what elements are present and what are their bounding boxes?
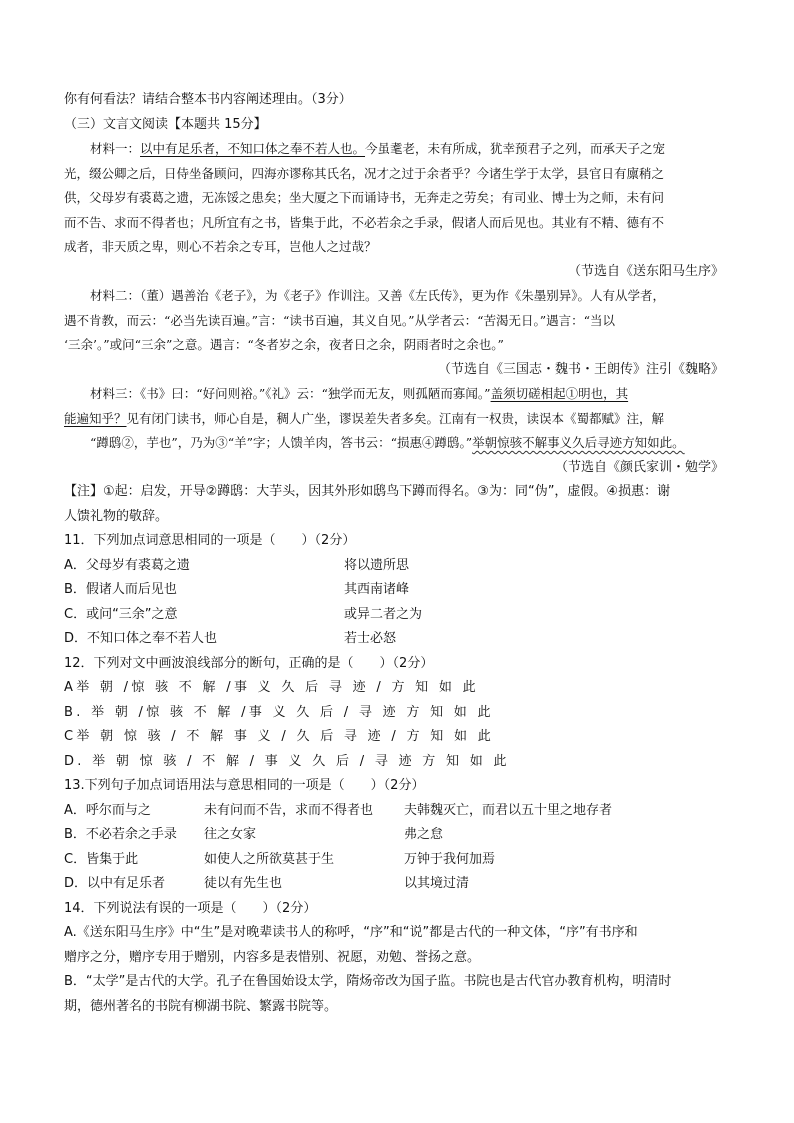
- material-one-line-2: 光，缀公卿之后，日侍坐备顾问，四海亦谬称其氏名，况才之过于余者乎？今诸生学于太学，县官日有廪稍之: [64, 165, 665, 181]
- material-two-line-1: 材料二：（董）遇善治《老子》，为《老子》作训注。又善《左氏传》，更为作《朱墨别异》。人有从学者，: [90, 288, 666, 303]
- section-heading: （三）文言文阅读【本题共 15分】: [64, 116, 267, 132]
- wavy-underlined-sentence: 举朝惊骇不解事义久后寻迹方知如此。: [472, 435, 685, 450]
- question-12-option-b[interactable]: B. 举 朝 /惊 骇 不 解 /事 义 久 后 / 寻 迹 方 知 如 此: [64, 704, 494, 720]
- prev-question-tail: 你有何看法？请结合整本书内容阐述理由。（3分）: [64, 92, 352, 107]
- underlined-passage-start: 盖须切磋相起①明也，其: [490, 386, 629, 401]
- question-14-option-b-line-1[interactable]: B．“太学”是古代的大学。孔子在鲁国始设太学，隋炀帝改为国子监。书院也是古代官办教育机构，明清时: [64, 974, 672, 989]
- material-two-line-3: ‘三余’。”或问“三余”之意。遇言：“冬者岁之余，夜者日之余，阴雨者时之余也。”: [64, 337, 504, 352]
- question-11-option-c[interactable]: C．或问“三余”之意 或异二者之为: [64, 606, 423, 622]
- question-14-option-a-line-1[interactable]: A.《送东阳马生序》中“生”是对晚辈读书人的称呼，“序”和“说”都是古代的一种文体，“序”有书序和: [64, 925, 638, 940]
- question-11-option-b[interactable]: B．假诸人而后见也 其西南诸峰: [64, 582, 410, 597]
- underlined-sentence: 以中有足乐者，不知口体之奉不若人也。: [140, 141, 366, 156]
- material-three-line-3: “蹲鸱②，芋也”，乃为③“羊”字；人馈羊肉，答书云：“损惠④蹲鸱。”举朝惊骇不解事义久后寻迹方知如此。: [90, 435, 685, 450]
- question-14-option-a-line-2: 赠序之分，赠序专用于赠别，内容多是表惜别、祝愿，劝勉、誉扬之意。: [64, 949, 481, 965]
- question-13-option-b[interactable]: B．不必若余之手录 往之女家 弗之怠: [64, 827, 444, 842]
- question-13-option-a[interactable]: A．呼尔而与之 未有问而不告，求而不得者也 夫韩魏灭亡，而君以五十里之地存者: [64, 802, 613, 818]
- question-13-stem: 13.下列句子加点词语用法与意思相同的一项是（ ）（2分）: [64, 778, 425, 793]
- question-12-stem: 12．下列对文中画波浪线部分的断句，正确的是（ ）（2分）: [64, 655, 434, 671]
- material-one-line-1: 材料一：以中有足乐者，不知口体之奉不若人也。今虽耄老，未有所成，犹幸预君子之列，而承天子之宠: [90, 141, 666, 156]
- question-14-stem: 14．下列说法有误的一项是（ ）（2分）: [64, 900, 317, 916]
- notes-line-1: 【注】①起：启发，开导②蹲鸱：大芋头，因其外形如鸱鸟下蹲而得名。③为：同“伪”，虚假。④损惠：谢: [64, 484, 671, 499]
- question-12-option-d[interactable]: D. 举 朝 惊 骇 / 不 解 / 事 义 久 后 / 寻 迹 方 知 如 此: [64, 753, 510, 769]
- question-11-option-d[interactable]: D．不知口体之奉不若人也 若士必怒: [64, 631, 397, 646]
- material-one-label: 材料一：: [90, 141, 141, 156]
- question-11-option-a[interactable]: A．父母岁有裘葛之遗 将以遗所思: [64, 557, 410, 573]
- material-one-line-4: 而不告、求而不得者也；凡所宜有之书，皆集于此，不必若余之手录，假诸人而后见也。其业有不精、德有不: [64, 214, 665, 230]
- material-one-source: （节选自《送东阳马生序》: [567, 263, 724, 279]
- material-one-line-5: 成者，非天质之卑，则心不若余之专耳，岂他人之过哉？: [64, 239, 377, 254]
- material-three-line-1: 材料三：《书》曰：“好问则裕。”《礼》云：“独学而无友，则孤陋而寡闻。”盖须切磋相起①明也，其: [90, 386, 629, 401]
- question-12-option-a[interactable]: A举 朝 /惊 骇 不 解 /事 义 久 后 寻 迹 / 方 知 如 此: [64, 680, 479, 695]
- underlined-passage-end: 能遍知乎？: [64, 410, 127, 426]
- material-two-line-2: 遇不肯教，而云：“必当先读百遍。”言：“读书百遍，其义自见。”从学者云：“苦渴无日。”遇言：“当以: [64, 312, 615, 328]
- question-13-option-d[interactable]: D．以中有足乐者 徒以有先生也 以其境过清: [64, 876, 470, 891]
- question-12-option-c[interactable]: C举 朝 惊 骇 / 不 解 事 义 / 久 后 寻 迹 / 方 知 如 此: [64, 729, 494, 744]
- notes-line-2: 人馈礼物的敬辞。: [64, 508, 169, 524]
- material-three-source: （节选自《颜氏家训・勉学》: [554, 459, 724, 475]
- material-three-line-2: 能遍知乎？见有闭门读书，师心自是，稠人广坐，谬误差失者多矣。江南有一权贵，读误本《蜀都赋》注，解: [64, 410, 665, 426]
- question-11-stem: 11．下列加点词意思相同的一项是（ ）（2分）: [64, 533, 356, 548]
- question-14-option-b-line-2: 期，德州著名的书院有柳湖书院、繁露书院等。: [64, 998, 338, 1014]
- exam-page: [64, 88, 730, 1019]
- material-one-line-3: 供，父母岁有裘葛之遗，无冻馁之患矣；坐大厦之下而诵诗书，无奔走之劳矣；有司业、博士为之师，未有问: [64, 190, 665, 205]
- material-two-source: （节选自《三国志・魏书・王朗传》注引《魏略》: [437, 361, 724, 377]
- question-13-option-c[interactable]: C．皆集于此 如使人之所欲莫甚于生 万钟于我何加焉: [64, 851, 496, 867]
